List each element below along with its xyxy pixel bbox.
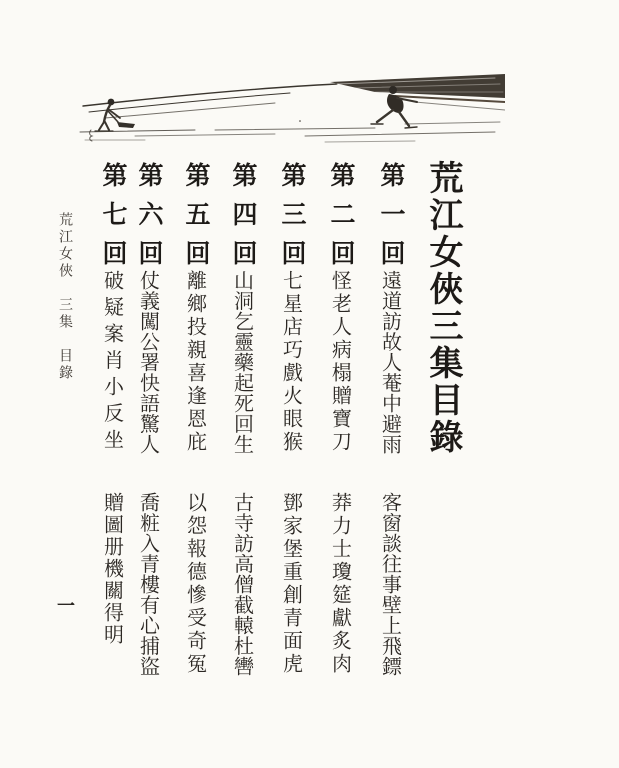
- chapter-6-couplet-line1: 仗義闖公署快語驚人: [136, 270, 159, 455]
- chapter-3-number: 第三回: [278, 162, 305, 279]
- chapter-5-couplet-line2: 以怨報德慘受奇冤: [183, 492, 206, 676]
- chapter-1-couplet-line1: 遠道訪故人菴中避雨: [378, 270, 401, 455]
- chapter-7-number: 第七回: [99, 162, 126, 279]
- chapter-2-couplet-line1: 怪老人病榻贈寶刀: [328, 270, 351, 454]
- chapter-1-couplet-line2: 客窗談往事壁上飛鏢: [378, 492, 401, 677]
- chapter-5-number: 第五回: [182, 162, 209, 279]
- chapter-6-number: 第六回: [135, 162, 162, 279]
- chapter-3-couplet-line2: 鄧家堡重創青面虎: [279, 492, 302, 676]
- toc-illustration-skating-scene: [75, 72, 505, 148]
- chapter-2-couplet-line2: 莽力士瓊筵獻炙肉: [328, 492, 351, 676]
- chapter-1-number: 第一回: [377, 162, 404, 279]
- chapter-2-column: [314, 162, 366, 722]
- page-title: 荒江女俠三集目錄: [424, 160, 461, 456]
- chapter-1-column: [364, 162, 416, 722]
- chapter-4-number: 第四回: [229, 162, 256, 279]
- chapter-5-couplet-line1: 離鄉投親喜逢恩庇: [183, 270, 206, 454]
- chapter-4-column: [216, 162, 268, 722]
- chapter-4-couplet-line1: 山洞乞靈藥起死回生: [230, 270, 253, 455]
- chapter-7-couplet-line1: 破疑案肖小反坐: [100, 270, 123, 456]
- chapter-7-column: [86, 162, 138, 722]
- chapter-2-number: 第二回: [327, 162, 354, 279]
- chapter-7-couplet-line2: 贈圖册機關得明: [100, 492, 123, 646]
- chapter-5-column: [169, 162, 221, 722]
- page-number: 一: [55, 596, 75, 614]
- chapter-4-couplet-line2: 古寺訪高僧截轅杜轡: [230, 492, 253, 677]
- chapter-3-couplet-line1: 七星店巧戲火眼猴: [279, 270, 302, 454]
- chapter-6-couplet-line2: 喬粧入青樓有心捕盜: [136, 492, 159, 677]
- running-title: 荒江女俠 三集 目錄: [57, 212, 72, 382]
- chapter-3-column: [265, 162, 317, 722]
